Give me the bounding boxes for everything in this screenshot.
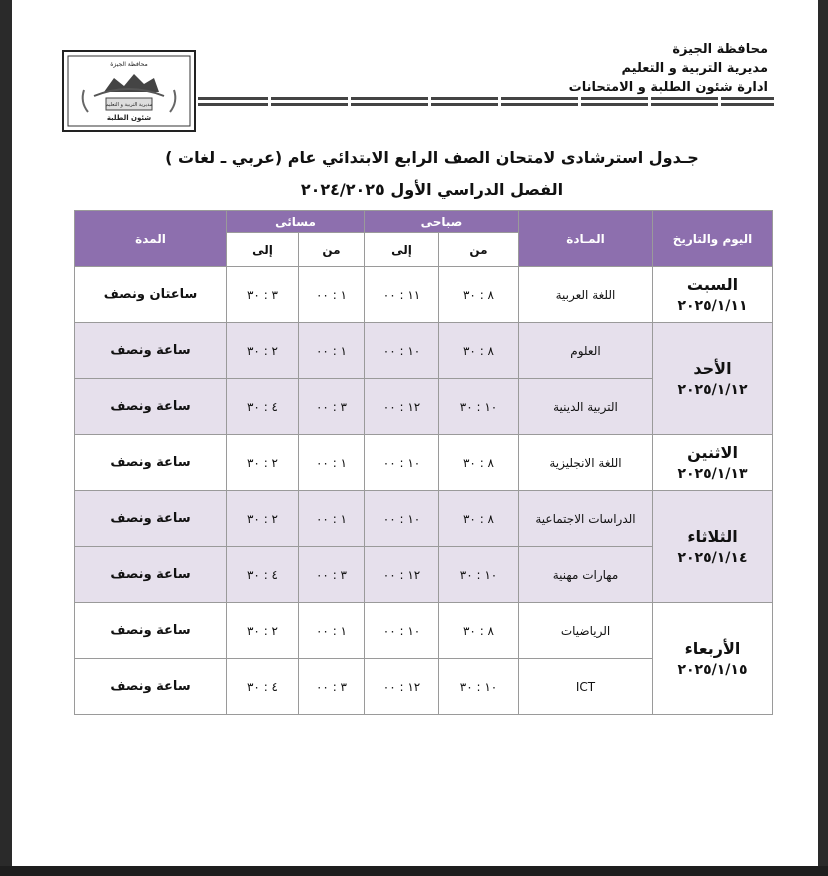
day-date: ٢٠٢٥/١/١٤: [677, 549, 748, 566]
day-date: ٢٠٢٥/١/١٢: [677, 381, 748, 398]
directorate-logo: [62, 50, 196, 132]
evening-to-cell: ٢ : ٣٠: [227, 491, 299, 547]
day-name: الأحد: [693, 358, 732, 378]
day-name: الأربعاء: [684, 638, 741, 658]
evening-to-cell: ٢ : ٣٠: [227, 603, 299, 659]
duration-cell: ساعة ونصف: [75, 603, 227, 659]
exam-schedule-table: [74, 210, 773, 715]
duration-cell: ساعة ونصف: [75, 491, 227, 547]
duration-cell: ساعة ونصف: [75, 659, 227, 715]
morning-to-cell: ١١ : ٠٠: [365, 267, 439, 323]
emblem-icon: [64, 52, 194, 130]
duration-cell: ساعتان ونصف: [75, 267, 227, 323]
svg-text:شئون الطلبة: شئون الطلبة: [106, 114, 152, 122]
morning-from-cell: ٨ : ٣٠: [439, 491, 519, 547]
evening-from-cell: ٣ : ٠٠: [299, 659, 365, 715]
subject-cell: اللغة العربية: [519, 267, 653, 323]
header-morning-from: من: [439, 233, 519, 267]
table-row: [75, 267, 773, 323]
morning-to-cell: ١٠ : ٠٠: [365, 435, 439, 491]
evening-from-cell: ١ : ٠٠: [299, 267, 365, 323]
subject-cell: ICT: [519, 659, 653, 715]
subject-cell: اللغة الانجليزية: [519, 435, 653, 491]
term-title: الفصل الدراسي الأول ٢٠٢٤/٢٠٢٥: [300, 180, 564, 199]
header-evening: مسائى: [227, 211, 365, 233]
table-row: [75, 435, 773, 491]
subject-cell: الدراسات الاجتماعية: [519, 491, 653, 547]
svg-text:محافظة الجيزة: محافظة الجيزة: [110, 61, 148, 68]
department-name: ادارة شئون الطلبة و الامتحانات: [568, 80, 768, 95]
duration-cell: ساعة ونصف: [75, 435, 227, 491]
day-date: ٢٠٢٥/١/١٥: [677, 661, 748, 678]
header-duration: المدة: [75, 211, 227, 267]
morning-to-cell: ١٢ : ٠٠: [365, 379, 439, 435]
duration-cell: ساعة ونصف: [75, 379, 227, 435]
day-cell: [653, 435, 773, 491]
table-row: [75, 323, 773, 379]
evening-to-cell: ٣ : ٣٠: [227, 267, 299, 323]
subject-cell: العلوم: [519, 323, 653, 379]
governorate-name: محافظة الجيزة: [672, 42, 768, 57]
morning-from-cell: ٨ : ٣٠: [439, 323, 519, 379]
evening-to-cell: ٢ : ٣٠: [227, 435, 299, 491]
header-evening-from: من: [299, 233, 365, 267]
duration-cell: ساعة ونصف: [75, 323, 227, 379]
day-cell: [653, 603, 773, 715]
day-name: الاثنين: [687, 442, 738, 462]
organization-header: [508, 40, 768, 97]
morning-to-cell: ١٢ : ٠٠: [365, 547, 439, 603]
day-date: ٢٠٢٥/١/١١: [677, 297, 748, 314]
evening-from-cell: ٣ : ٠٠: [299, 379, 365, 435]
morning-from-cell: ١٠ : ٣٠: [439, 379, 519, 435]
day-name: السبت: [686, 274, 739, 294]
evening-to-cell: ٤ : ٣٠: [227, 547, 299, 603]
header-subject: المـادة: [519, 211, 653, 267]
day-name: الثلاثاء: [687, 526, 738, 546]
svg-text:مديرية التربية و التعليم: مديرية التربية و التعليم: [105, 102, 153, 108]
evening-from-cell: ١ : ٠٠: [299, 323, 365, 379]
morning-to-cell: ١٠ : ٠٠: [365, 603, 439, 659]
directorate-name: مديرية التربية و التعليم: [621, 61, 768, 76]
day-cell: [653, 491, 773, 603]
evening-to-cell: ٤ : ٣٠: [227, 659, 299, 715]
day-cell: [653, 267, 773, 323]
morning-to-cell: ١٠ : ٠٠: [365, 323, 439, 379]
subject-cell: مهارات مهنية: [519, 547, 653, 603]
header-divider: [198, 97, 774, 109]
document-page: [12, 0, 818, 866]
evening-from-cell: ١ : ٠٠: [299, 435, 365, 491]
evening-to-cell: ٤ : ٣٠: [227, 379, 299, 435]
evening-from-cell: ١ : ٠٠: [299, 603, 365, 659]
morning-from-cell: ١٠ : ٣٠: [439, 659, 519, 715]
evening-from-cell: ١ : ٠٠: [299, 491, 365, 547]
header-evening-to: إلى: [227, 233, 299, 267]
morning-from-cell: ٨ : ٣٠: [439, 435, 519, 491]
morning-from-cell: ٨ : ٣٠: [439, 267, 519, 323]
duration-cell: ساعة ونصف: [75, 547, 227, 603]
day-cell: [653, 323, 773, 435]
header-morning-to: إلى: [365, 233, 439, 267]
subject-cell: الرياضيات: [519, 603, 653, 659]
page-shadow: [0, 866, 828, 876]
table-row: [75, 491, 773, 547]
morning-from-cell: ٨ : ٣٠: [439, 603, 519, 659]
evening-from-cell: ٣ : ٠٠: [299, 547, 365, 603]
table-row: [75, 603, 773, 659]
morning-from-cell: ١٠ : ٣٠: [439, 547, 519, 603]
day-date: ٢٠٢٥/١/١٣: [677, 465, 748, 482]
header-morning: صباحى: [365, 211, 519, 233]
subject-cell: التربية الدينية: [519, 379, 653, 435]
evening-to-cell: ٢ : ٣٠: [227, 323, 299, 379]
morning-to-cell: ١٠ : ٠٠: [365, 491, 439, 547]
morning-to-cell: ١٢ : ٠٠: [365, 659, 439, 715]
header-day-date: اليوم والتاريخ: [653, 211, 773, 267]
schedule-title: جـدول استرشادى لامتحان الصف الرابع الابتدائي عام (عربي ـ لغات ): [165, 148, 699, 167]
